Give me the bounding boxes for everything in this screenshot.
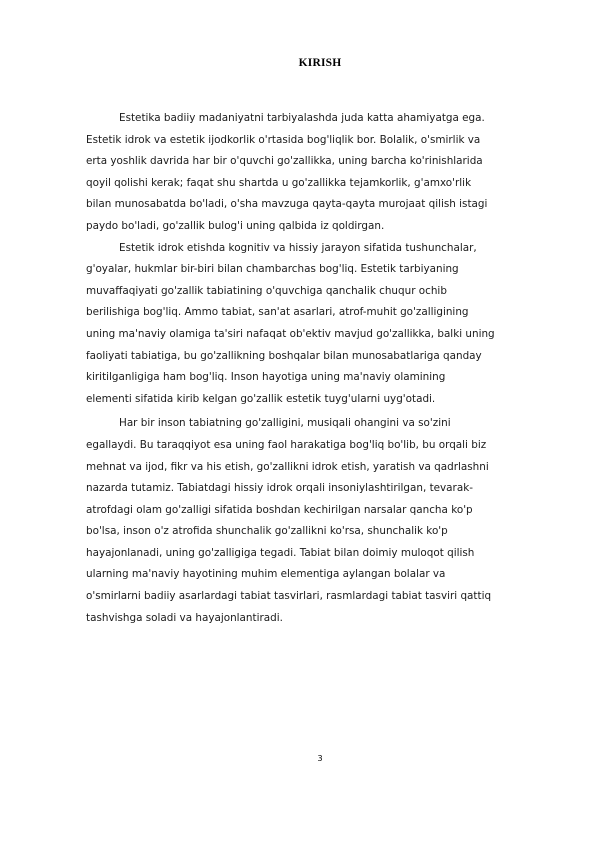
text-line: kiritilganligiga ham bog'liq. Inson hayotiga uning ma'naviy olamining xyxy=(86,371,446,384)
text-line: uning ma'naviy olamiga ta'siri nafaqat ob'ektiv mavjud go'zallikka, balki uning xyxy=(86,327,495,340)
paragraph-1 xyxy=(86,108,556,238)
text-line: faoliyati tabiatiga, bu go'zallikning boshqalar bilan munosabatlariga qanday xyxy=(86,349,482,362)
text-line: Estetik idrok va estetik ijodkorlik o'rtasida bog'liqlik bor. Bolalik, o'smirlik va xyxy=(86,133,481,146)
text-line: hayajonlanadi, uning go'zalligiga tegadi. Tabiat bilan doimiy muloqot qilish xyxy=(86,546,475,559)
text-line: tashvishga soladi va hayajonlantiradi. xyxy=(86,611,283,624)
text-line: qoyil qolishi kerak; faqat shu shartda u go'zallikka tejamkorlik, g'amxo'rlik xyxy=(86,176,472,189)
paragraph-3 xyxy=(86,413,556,629)
text-line: elementi sifatida kirib kelgan go'zallik estetik tuyg'ularni uyg'otadi. xyxy=(86,392,436,405)
body-text xyxy=(86,108,556,629)
page-title: KIRISH xyxy=(298,57,342,69)
page-number: 3 xyxy=(317,754,323,763)
text-line: mehnat va ijod, fikr va his etish, go'zallikni idrok etish, yaratish va qadrlashni xyxy=(86,460,489,473)
text-line: berilishiga bog'liq. Ammo tabiat, san'at asarlari, atrof-muhit go'zalligining xyxy=(86,306,469,319)
text-line: o'smirlarni badiiy asarlardagi tabiat tasvirlari, rasmlardagi tabiat tasviri qattiq xyxy=(86,590,492,603)
text-line: atrofdagi olam go'zalligi sifatida boshdan kechirilgan narsalar qancha ko'p xyxy=(86,503,473,516)
text-line: erta yoshlik davrida har bir o'quvchi go'zallikka, uning barcha ko'rinishlarida xyxy=(86,155,483,168)
text-line: muvaffaqiyati go'zallik tabiatining o'quvchiga qanchalik chuqur ochib xyxy=(86,284,447,297)
text-line: Estetik idrok etishda kognitiv va hissiy jarayon sifatida tushunchalar, xyxy=(119,241,477,254)
text-line: g'oyalar, hukmlar bir-biri bilan chambarchas bog'liq. Estetik tarbiyaning xyxy=(86,263,459,276)
text-line: paydo bo'ladi, go'zallik bulog'i uning qalbida iz qoldirgan. xyxy=(86,219,385,232)
paragraph-2 xyxy=(86,238,556,411)
text-line: Har bir inson tabiatning go'zalligini, musiqali ohangini va so'zini xyxy=(119,417,451,430)
text-line: Estetika badiiy madaniyatni tarbiyalashda juda katta ahamiyatga ega. xyxy=(119,112,485,124)
text-line: bo'lsa, inson o'z atrofida shunchalik go'zallikni ko'rsa, shunchalik ko'p xyxy=(86,525,448,538)
text-line: bilan munosabatda bo'ladi, o'sha mavzuga qayta-qayta murojaat qilish istagi xyxy=(86,198,488,211)
text-line: egallaydi. Bu taraqqiyot esa uning faol harakatiga bog'liq bo'lib, bu orqali biz xyxy=(86,438,487,451)
text-line: ularning ma'naviy hayotining muhim elementiga aylangan bolalar va xyxy=(86,568,446,581)
text-line: nazarda tutamiz. Tabiatdagi hissiy idrok orqali insoniylashtirilgan, tevarak- xyxy=(86,482,473,495)
